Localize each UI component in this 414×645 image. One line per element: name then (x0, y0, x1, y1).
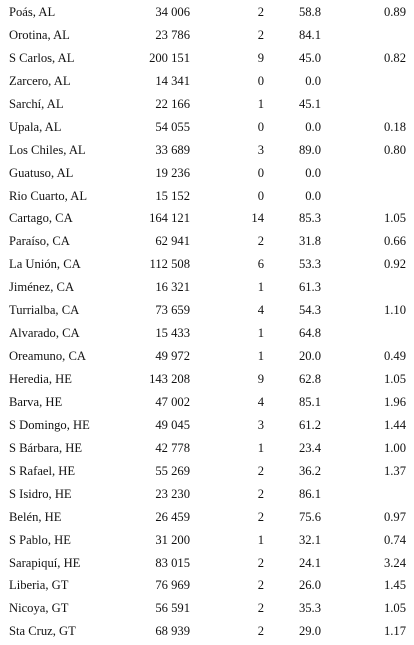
table-row (0, 506, 414, 529)
percent-cell: 36.2 (298, 463, 321, 478)
percent-cell: 54.3 (298, 303, 321, 318)
population-cell: 15 433 (155, 326, 190, 341)
table-row (0, 207, 414, 230)
population-cell: 19 236 (155, 165, 190, 180)
count-cell: 2 (257, 486, 264, 501)
count-cell: 1 (257, 280, 264, 295)
canton-name-cell: Liberia, GT (9, 578, 69, 593)
population-cell: 76 969 (155, 578, 190, 593)
count-cell: 1 (257, 349, 264, 364)
count-cell: 3 (257, 142, 264, 157)
count-cell: 0 (257, 165, 264, 180)
table-row (0, 299, 414, 322)
canton-name-cell: Sarchí, AL (9, 96, 64, 111)
count-cell: 2 (257, 5, 264, 19)
table-row (0, 24, 414, 47)
percent-cell: 61.2 (298, 417, 321, 432)
canton-name-cell: Barva, HE (9, 394, 63, 409)
table-row (0, 47, 414, 70)
population-cell: 54 055 (155, 119, 190, 134)
ratio-cell: 1.17 (383, 624, 406, 639)
population-cell: 23 230 (155, 486, 190, 501)
table-row (0, 230, 414, 253)
count-cell: 2 (257, 578, 264, 593)
count-cell: 2 (257, 463, 264, 478)
population-cell: 83 015 (155, 555, 190, 570)
canton-name-cell: Orotina, AL (9, 27, 70, 42)
population-cell: 68 939 (155, 624, 190, 639)
percent-cell: 86.1 (298, 486, 321, 501)
canton-name-cell: Paraíso, CA (9, 234, 70, 249)
canton-name-cell: Sta Cruz, GT (9, 624, 76, 639)
percent-cell: 23.4 (298, 440, 321, 455)
ratio-cell: 0.82 (383, 50, 406, 65)
canton-name-cell: Turrialba, CA (9, 303, 80, 318)
count-cell: 2 (257, 624, 264, 639)
table-row (0, 162, 414, 185)
ratio-cell: 0.66 (383, 234, 406, 249)
canton-name-cell: Rio Cuarto, AL (9, 188, 88, 203)
canton-name-cell: Alvarado, CA (9, 326, 80, 341)
canton-name-cell: S Domingo, HE (9, 417, 90, 432)
percent-cell: 84.1 (298, 27, 321, 42)
population-cell: 143 208 (149, 372, 190, 386)
table-row (0, 597, 414, 620)
table-row (0, 93, 414, 116)
ratio-cell: 0.89 (383, 5, 406, 19)
ratio-cell: 1.05 (383, 601, 406, 616)
ratio-cell: 0.18 (383, 119, 406, 134)
population-cell: 55 269 (155, 463, 190, 478)
ratio-cell: 1.05 (383, 211, 406, 226)
table-row (0, 529, 414, 552)
count-cell: 4 (257, 303, 264, 318)
ratio-cell: 1.44 (383, 417, 406, 432)
table-row (0, 368, 414, 391)
count-cell: 1 (257, 326, 264, 341)
percent-cell: 24.1 (298, 555, 321, 570)
population-cell: 33 689 (155, 142, 190, 157)
ratio-cell: 1.00 (383, 440, 406, 455)
percent-cell: 31.8 (298, 234, 321, 249)
ratio-cell: 0.92 (383, 257, 406, 272)
canton-name-cell: Los Chiles, AL (9, 142, 86, 157)
population-cell: 31 200 (155, 532, 190, 547)
population-cell: 42 778 (155, 440, 190, 455)
percent-cell: 29.0 (298, 624, 321, 639)
canton-name-cell: Poás, AL (9, 5, 56, 19)
population-cell: 47 002 (155, 394, 190, 409)
population-cell: 112 508 (149, 257, 190, 272)
percent-cell: 75.6 (298, 509, 321, 524)
count-cell: 14 (251, 211, 264, 226)
population-cell: 34 006 (155, 5, 190, 19)
percent-cell: 45.0 (298, 50, 321, 65)
population-cell: 49 972 (155, 349, 190, 364)
percent-cell: 61.3 (298, 280, 321, 295)
canton-name-cell: Zarcero, AL (9, 73, 71, 88)
ratio-cell: 0.49 (383, 349, 406, 364)
percent-cell: 62.8 (298, 372, 321, 386)
population-cell: 164 121 (149, 211, 190, 226)
ratio-cell: 1.05 (383, 372, 406, 386)
percent-cell: 58.8 (298, 5, 321, 19)
percent-cell: 53.3 (298, 257, 321, 272)
ratio-cell: 1.37 (383, 463, 406, 478)
percent-cell: 0.0 (305, 73, 321, 88)
canton-name-cell: S Bárbara, HE (9, 440, 83, 455)
count-cell: 2 (257, 555, 264, 570)
table-row (0, 276, 414, 299)
count-cell: 1 (257, 96, 264, 111)
ratio-cell: 1.45 (383, 578, 406, 593)
table-row (0, 574, 414, 597)
canton-name-cell: S Pablo, HE (9, 532, 71, 547)
count-cell: 2 (257, 234, 264, 249)
table-row (0, 460, 414, 483)
canton-name-cell: S Isidro, HE (9, 486, 72, 501)
percent-cell: 85.1 (298, 394, 321, 409)
percent-cell: 20.0 (298, 349, 321, 364)
population-cell: 26 459 (155, 509, 190, 524)
count-cell: 2 (257, 509, 264, 524)
canton-name-cell: Cartago, CA (9, 211, 73, 226)
table-row (0, 620, 414, 643)
canton-name-cell: Sarapiquí, HE (9, 555, 81, 570)
table-row (0, 1, 414, 24)
count-cell: 9 (257, 50, 264, 65)
population-cell: 49 045 (155, 417, 190, 432)
table-row (0, 345, 414, 368)
canton-name-cell: S Rafael, HE (9, 463, 76, 478)
count-cell: 2 (257, 27, 264, 42)
canton-name-cell: Guatuso, AL (9, 165, 74, 180)
percent-cell: 45.1 (298, 96, 321, 111)
population-cell: 73 659 (155, 303, 190, 318)
percent-cell: 32.1 (298, 532, 321, 547)
ratio-cell: 1.10 (383, 303, 406, 318)
population-cell: 16 321 (155, 280, 190, 295)
canton-name-cell: Belén, HE (9, 509, 62, 524)
count-cell: 6 (257, 257, 264, 272)
percent-cell: 0.0 (305, 119, 321, 134)
canton-name-cell: La Unión, CA (9, 257, 81, 272)
percent-cell: 35.3 (298, 601, 321, 616)
population-cell: 56 591 (155, 601, 190, 616)
count-cell: 1 (257, 532, 264, 547)
ratio-cell: 0.97 (383, 509, 406, 524)
percent-cell: 85.3 (298, 211, 321, 226)
table-row (0, 139, 414, 162)
population-cell: 200 151 (149, 50, 190, 65)
table-row (0, 322, 414, 345)
table-row (0, 552, 414, 575)
count-cell: 0 (257, 188, 264, 203)
count-cell: 1 (257, 440, 264, 455)
count-cell: 4 (257, 394, 264, 409)
canton-name-cell: Upala, AL (9, 119, 62, 134)
table-row (0, 116, 414, 139)
canton-name-cell: Heredia, HE (9, 372, 72, 386)
percent-cell: 0.0 (305, 165, 321, 180)
table-row (0, 253, 414, 276)
canton-name-cell: Jiménez, CA (9, 280, 75, 295)
count-cell: 0 (257, 119, 264, 134)
ratio-cell: 0.80 (383, 142, 406, 157)
canton-name-cell: Nicoya, GT (9, 601, 69, 616)
percent-cell: 26.0 (298, 578, 321, 593)
ratio-cell: 1.96 (383, 394, 406, 409)
table-row (0, 70, 414, 93)
population-cell: 15 152 (155, 188, 190, 203)
ratio-cell: 3.24 (383, 555, 406, 570)
count-cell: 9 (257, 372, 264, 386)
data-table (0, 1, 414, 645)
count-cell: 0 (257, 73, 264, 88)
percent-cell: 0.0 (305, 188, 321, 203)
population-cell: 14 341 (155, 73, 190, 88)
table-row (0, 391, 414, 414)
percent-cell: 64.8 (298, 326, 321, 341)
percent-cell: 89.0 (298, 142, 321, 157)
ratio-cell: 0.74 (383, 532, 406, 547)
canton-name-cell: S Carlos, AL (9, 50, 75, 65)
table-row (0, 185, 414, 208)
population-cell: 22 166 (155, 96, 190, 111)
table-row (0, 414, 414, 437)
count-cell: 2 (257, 601, 264, 616)
table-row (0, 483, 414, 506)
count-cell: 3 (257, 417, 264, 432)
population-cell: 23 786 (155, 27, 190, 42)
table-row (0, 437, 414, 460)
canton-name-cell: Oreamuno, CA (9, 349, 86, 364)
population-cell: 62 941 (155, 234, 190, 249)
